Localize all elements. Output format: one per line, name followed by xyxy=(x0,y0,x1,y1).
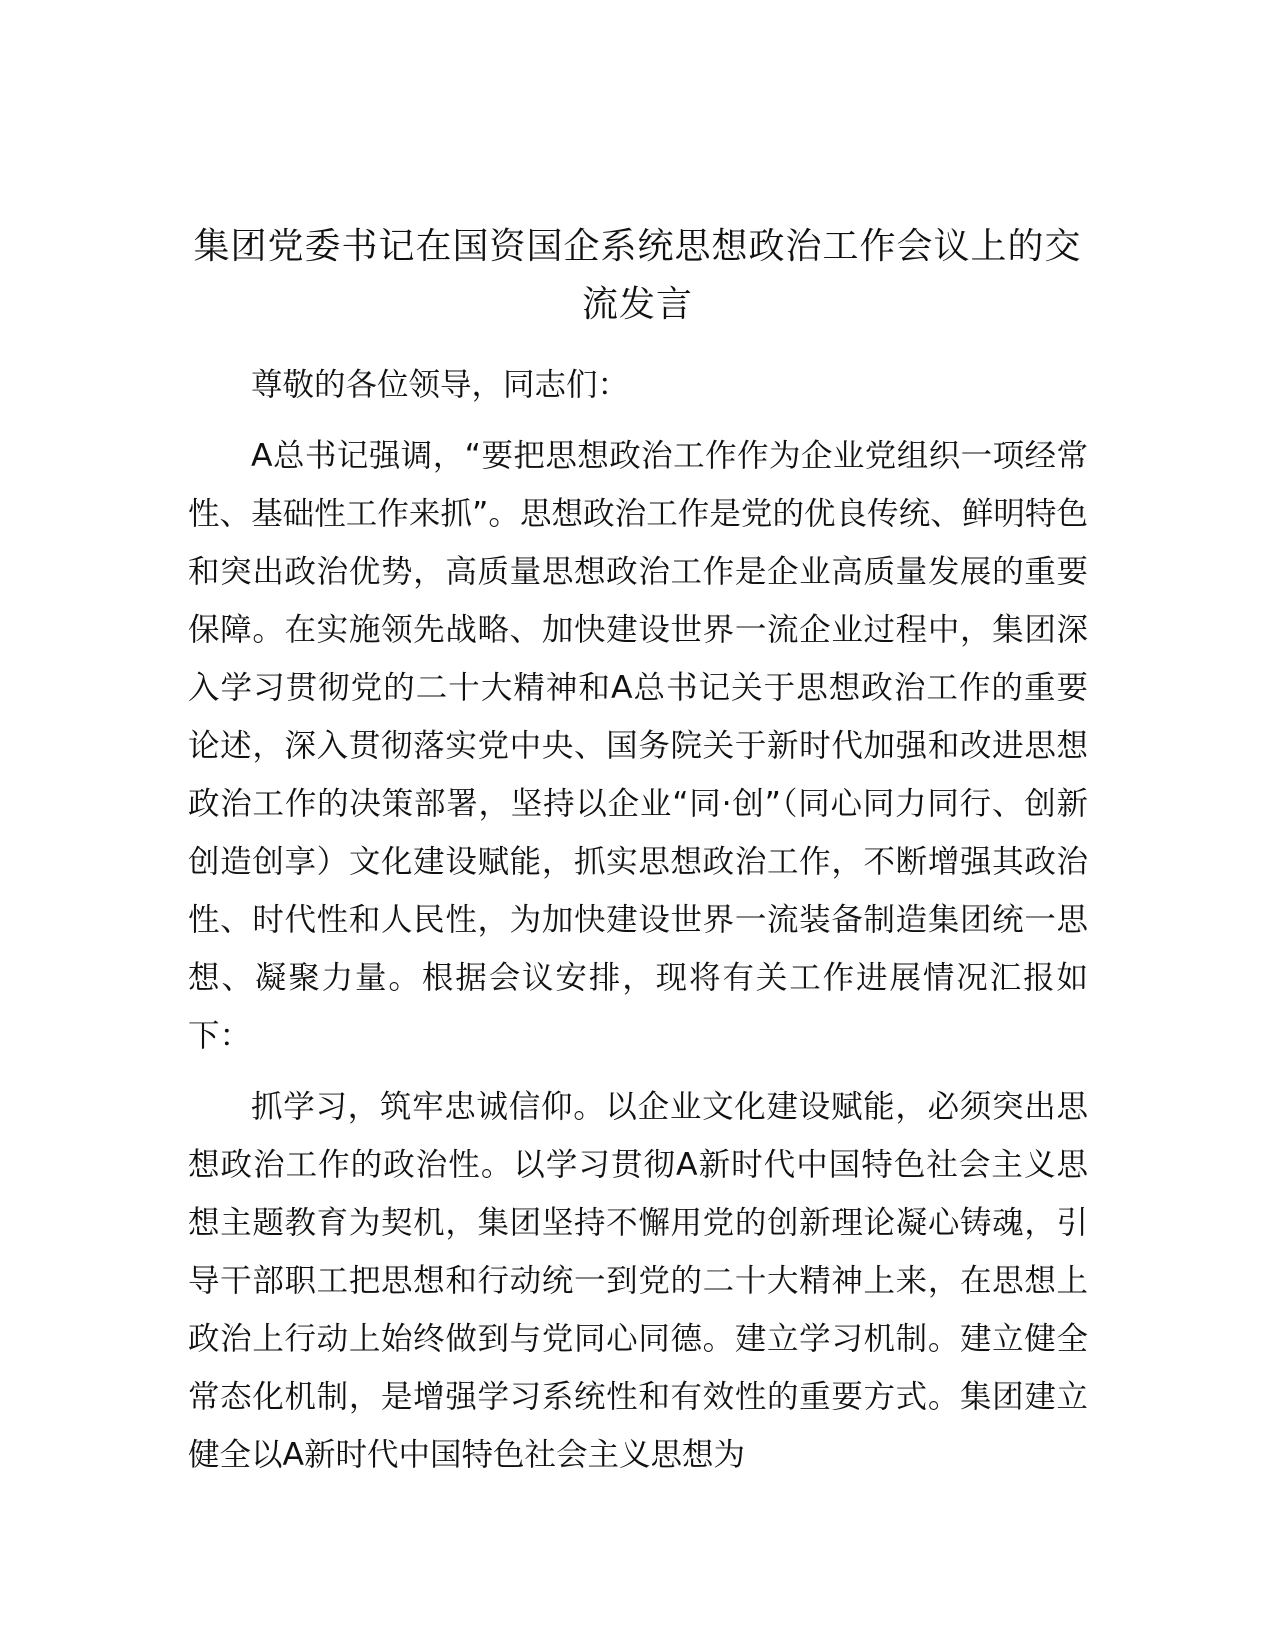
document-body xyxy=(188,356,1088,1497)
paragraph-intro: A总书记强调，“要把思想政治工作作为企业党组织一项经常性、基础性工作来抓”。思想政治工作是党的优良传统、鲜明特色和突出政治优势，高质量思想政治工作是企业高质量发展的重要保障。在实施领先战略、加快建设世界一流企业过程中，集团深入学习贯彻党的二十大精神和A总书记关于思想政治工作的重要论述，深入贯彻落实党中央、国务院关于新时代加强和改进思想政治工作的决策部署，坚持以企业“同·创”（同心同力同行、创新创造创享）文化建设赋能，抓实思想政治工作，不断增强其政治性、时代性和人民性，为加快建设世界一流装备制造集团统一思想、凝聚力量。根据会议安排，现将有关工作进展情况汇报如下： xyxy=(188,438,1088,1054)
paragraph-study: 抓学习，筑牢忠诚信仰。以企业文化建设赋能，必须突出思想政治工作的政治性。以学习贯彻A新时代中国特色社会主义思想主题教育为契机，集团坚持不懈用党的创新理论凝心铸魂，引导干部职工把思想和行动统一到党的二十大精神上来，在思想上政治上行动上始终做到与党同心同德。建立学习机制。建立健全常态化机制，是增强学习系统性和有效性的重要方式。集团建立健全以A新时代中国特色社会主义思想为 xyxy=(188,1089,1088,1473)
salutation: 尊敬的各位领导，同志们： xyxy=(251,367,630,403)
document-title: 集团党委书记在国资国企系统思想政治工作会议上的交流发言 xyxy=(193,226,1082,325)
